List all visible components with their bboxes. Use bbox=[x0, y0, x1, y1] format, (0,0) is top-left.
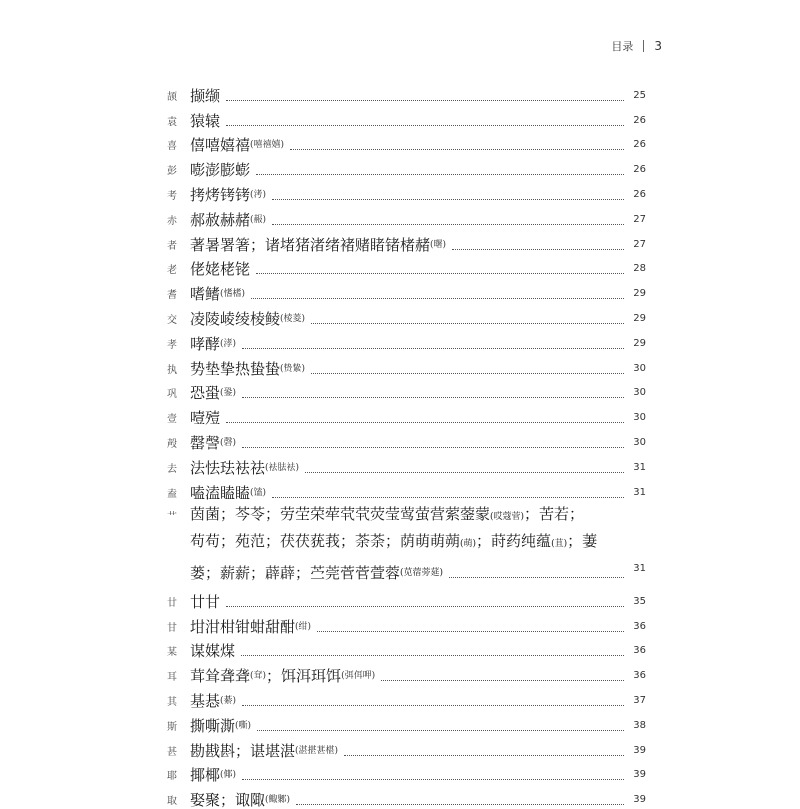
entry-note: (苴) bbox=[551, 539, 568, 550]
dot-leader bbox=[344, 754, 624, 756]
entry-note: (嘶) bbox=[235, 720, 252, 731]
entry-line bbox=[190, 717, 646, 735]
radical-key: 取 bbox=[167, 796, 177, 808]
entry-note: (棱菱) bbox=[280, 313, 306, 324]
section-title: 目录 bbox=[611, 40, 634, 53]
dot-leader bbox=[242, 704, 624, 706]
entry-note: (耷) bbox=[250, 671, 267, 682]
entry-page: 36 bbox=[633, 670, 646, 682]
radical-key: 艹 bbox=[167, 511, 177, 523]
dot-leader bbox=[311, 322, 624, 324]
entry-title: 哮酵 bbox=[190, 334, 221, 353]
entry-title: 娶聚；诹陬 bbox=[190, 791, 266, 809]
entry-line bbox=[190, 360, 646, 378]
toc-entry[interactable] bbox=[160, 154, 646, 179]
dot-leader bbox=[256, 272, 624, 274]
entry-line bbox=[190, 236, 646, 254]
radical-key: 耶 bbox=[167, 771, 177, 783]
dot-leader bbox=[449, 576, 624, 578]
entry-title: 茵菌；芩苓；劳茔荣荦茕茕荧莹莺萤营萦蓥蒙 bbox=[190, 504, 491, 523]
entry-note: (洘) bbox=[250, 189, 267, 200]
dot-leader bbox=[311, 372, 624, 374]
toc-entry[interactable] bbox=[160, 586, 646, 611]
radical-key: 壹 bbox=[167, 414, 177, 426]
entry-title: 茸耸聋聋 bbox=[190, 667, 251, 686]
dot-leader bbox=[226, 124, 624, 126]
radical-key: 耳 bbox=[167, 672, 177, 684]
toc-entry[interactable] bbox=[160, 452, 646, 477]
dot-leader bbox=[272, 223, 624, 225]
entry-note: (嘻禧嬉) bbox=[250, 140, 285, 151]
entry-line bbox=[190, 667, 646, 685]
radical-key: 袁 bbox=[167, 116, 177, 128]
toc-entry[interactable] bbox=[160, 229, 646, 254]
entry-line bbox=[190, 186, 646, 204]
entry-title: 恐蛩 bbox=[190, 384, 221, 403]
toc-entry[interactable] bbox=[160, 204, 646, 229]
entry-title: 拷烤铐铐 bbox=[190, 185, 251, 204]
dot-leader bbox=[242, 347, 624, 349]
dot-leader bbox=[251, 297, 624, 299]
entry-line bbox=[190, 502, 646, 530]
entry-title: ；苦若； bbox=[524, 504, 585, 523]
entry-note: (涍) bbox=[220, 338, 237, 349]
entry-line bbox=[190, 136, 646, 154]
entry-line bbox=[190, 529, 646, 557]
entry-title: 揶椰 bbox=[190, 766, 221, 785]
radical-key: 彭 bbox=[167, 166, 177, 178]
radical-key: 孝 bbox=[167, 339, 177, 351]
radical-key: 喜 bbox=[167, 141, 177, 153]
entry-page: 30 bbox=[633, 412, 646, 424]
entry-title: ；饵洱珥饵 bbox=[266, 667, 342, 686]
entry-title: 嗑溘瞌瞌 bbox=[190, 483, 251, 502]
toc-entry[interactable] bbox=[160, 660, 646, 685]
toc-entry[interactable] bbox=[160, 130, 646, 155]
dot-leader bbox=[452, 248, 624, 250]
dot-leader bbox=[305, 471, 624, 473]
radical-key: 交 bbox=[167, 314, 177, 326]
radical-key: 者 bbox=[167, 240, 177, 252]
toc-entry[interactable] bbox=[160, 710, 646, 735]
radical-key: 执 bbox=[167, 364, 177, 376]
entry-note: (綦) bbox=[220, 695, 237, 706]
entry-note: (愭榰) bbox=[220, 289, 246, 300]
radical-key: 甚 bbox=[167, 746, 177, 758]
dot-leader bbox=[226, 99, 624, 101]
entry-page: 36 bbox=[633, 620, 646, 632]
entry-note: (曙) bbox=[430, 239, 447, 250]
entry-line bbox=[190, 692, 646, 710]
entry-line bbox=[190, 766, 646, 784]
entry-page: 28 bbox=[633, 263, 646, 275]
entry-page: 36 bbox=[633, 645, 646, 657]
toc-entry[interactable] bbox=[160, 735, 646, 760]
toc-entry-multiline[interactable] bbox=[160, 502, 646, 586]
radical-key: 某 bbox=[167, 647, 177, 659]
entry-line bbox=[190, 310, 646, 328]
radical-key: 耆 bbox=[167, 290, 177, 302]
entry-note: (倻) bbox=[220, 770, 237, 781]
entry-line bbox=[190, 384, 646, 402]
dot-leader bbox=[257, 729, 624, 731]
entry-page: 26 bbox=[633, 114, 646, 126]
entry-page: 26 bbox=[633, 188, 646, 200]
dot-leader bbox=[381, 679, 624, 681]
toc-entry[interactable] bbox=[160, 685, 646, 710]
entry-line bbox=[190, 459, 646, 477]
entry-page: 30 bbox=[633, 387, 646, 399]
radical-key: 颉 bbox=[167, 91, 177, 103]
entry-note: (贽絷) bbox=[280, 363, 306, 374]
entry-title: 撷缬 bbox=[190, 86, 221, 105]
dot-leader bbox=[226, 421, 624, 423]
entry-title: 苟苟；苑范；茯茯莸莪；荼荼；荫萌萌蒴 bbox=[190, 532, 461, 551]
radical-key: 其 bbox=[167, 696, 177, 708]
entry-page: 26 bbox=[633, 164, 646, 176]
entry-line bbox=[190, 642, 646, 660]
radical-key: 老 bbox=[167, 265, 177, 277]
entry-title: 廿甘 bbox=[190, 592, 221, 611]
toc-entry[interactable] bbox=[160, 353, 646, 378]
entry-note: (湛揕葚椹) bbox=[295, 745, 339, 756]
entry-line bbox=[190, 618, 646, 636]
entry-title: 凌陵崚绫棱鲮 bbox=[190, 309, 281, 328]
entry-title: 猿辕 bbox=[190, 111, 221, 130]
radical-key: 斯 bbox=[167, 721, 177, 733]
entry-page: 29 bbox=[633, 288, 646, 300]
entry-title: 谋媒煤 bbox=[190, 642, 236, 661]
toc-entry[interactable] bbox=[160, 402, 646, 427]
entry-note: (萌) bbox=[460, 539, 477, 550]
entry-title: 嗜鳍 bbox=[190, 285, 221, 304]
entry-line bbox=[190, 260, 646, 278]
entry-page: 25 bbox=[633, 89, 646, 101]
entry-title: 势垫挚热蛰蛰 bbox=[190, 359, 281, 378]
dot-leader bbox=[290, 148, 624, 150]
dot-leader bbox=[256, 173, 624, 175]
entry-title: 僖嘻嬉禧 bbox=[190, 136, 251, 155]
entry-page: 39 bbox=[633, 769, 646, 781]
entry-page: 37 bbox=[633, 694, 646, 706]
entry-title: 勘戡斟；谌堪湛 bbox=[190, 741, 296, 760]
entry-page: 27 bbox=[633, 213, 646, 225]
entry-page: 35 bbox=[633, 595, 646, 607]
toc-entry[interactable] bbox=[160, 378, 646, 403]
radical-key: 盍 bbox=[167, 488, 177, 500]
entry-line bbox=[190, 112, 646, 130]
toc-entry[interactable] bbox=[160, 477, 646, 502]
entry-note: (绀) bbox=[295, 621, 312, 632]
entry-title: 郝赦赫赭 bbox=[190, 210, 251, 229]
toc-entry[interactable] bbox=[160, 179, 646, 204]
radical-key: 去 bbox=[167, 463, 177, 475]
dot-leader bbox=[272, 496, 624, 498]
page-number: 3 bbox=[654, 39, 662, 53]
toc-entry[interactable] bbox=[160, 636, 646, 661]
entry-page: 39 bbox=[633, 794, 646, 806]
entry-lines bbox=[190, 502, 646, 586]
entry-page: 27 bbox=[633, 238, 646, 250]
entry-title: 撕嘶澌 bbox=[190, 716, 236, 735]
entry-note: (鲰鄹) bbox=[265, 795, 291, 806]
entry-line bbox=[190, 742, 646, 760]
entry-title: 基惎 bbox=[190, 691, 221, 710]
entry-note: (苋蓿蒡莚) bbox=[400, 568, 444, 579]
radical-key: 廿 bbox=[167, 597, 177, 609]
toc-entry[interactable] bbox=[160, 105, 646, 130]
dot-leader bbox=[317, 630, 624, 632]
entry-line bbox=[190, 593, 646, 611]
entry-title: 噎殪 bbox=[190, 409, 221, 428]
entry-line bbox=[190, 335, 646, 353]
entry-title: 嘭澎膨蟛 bbox=[190, 161, 251, 180]
entry-line bbox=[190, 434, 646, 452]
radical-key: 赤 bbox=[167, 215, 177, 227]
toc-entry[interactable] bbox=[160, 278, 646, 303]
entry-line bbox=[190, 557, 646, 586]
toc-entry[interactable] bbox=[160, 611, 646, 636]
entry-page: 38 bbox=[633, 719, 646, 731]
toc-entry[interactable] bbox=[160, 328, 646, 353]
toc-entry[interactable] bbox=[160, 784, 646, 809]
entry-title: ；莳药纯蕴 bbox=[476, 532, 552, 551]
entry-page: 29 bbox=[633, 337, 646, 349]
dot-leader bbox=[241, 654, 624, 656]
entry-title: 罄謦 bbox=[190, 433, 221, 452]
dot-leader bbox=[242, 396, 624, 398]
dot-leader bbox=[296, 803, 624, 805]
entry-line bbox=[190, 791, 646, 809]
radical-key: 巩 bbox=[167, 389, 177, 401]
entry-title: 佬姥栳铑 bbox=[190, 260, 251, 279]
entry-line bbox=[190, 285, 646, 303]
toc-entry[interactable] bbox=[160, 427, 646, 452]
entry-line bbox=[190, 211, 646, 229]
table-of-contents bbox=[160, 80, 646, 809]
entry-line bbox=[190, 161, 646, 179]
entry-title: ；萋 bbox=[567, 532, 598, 551]
entry-line bbox=[190, 484, 646, 502]
entry-line bbox=[190, 409, 646, 427]
entry-title: 法怯珐袪祛 bbox=[190, 458, 266, 477]
entry-title: 著暑署箸；诸堵猪渚绪褚赌睹锗楮赭 bbox=[190, 235, 431, 254]
header-divider bbox=[643, 40, 644, 52]
toc-entry[interactable] bbox=[160, 303, 646, 328]
dot-leader bbox=[226, 605, 624, 607]
page-header bbox=[611, 38, 662, 54]
entry-title: 蒌；薪薪；薜薜；苎莞菅菅萱蓉 bbox=[190, 564, 401, 583]
toc-entry[interactable] bbox=[160, 254, 646, 279]
entry-page: 31 bbox=[633, 461, 646, 473]
entry-note: (磬) bbox=[220, 437, 237, 448]
entry-page: 31 bbox=[633, 563, 646, 575]
entry-page: 31 bbox=[633, 486, 646, 498]
entry-page: 39 bbox=[633, 744, 646, 756]
entry-note: (弭佴呷) bbox=[341, 671, 376, 682]
dot-leader bbox=[272, 198, 624, 200]
entry-note: (哎蔻菅) bbox=[490, 511, 525, 522]
entry-page: 29 bbox=[633, 312, 646, 324]
entry-note: (馌) bbox=[250, 487, 267, 498]
radical-key: 甘 bbox=[167, 622, 177, 634]
entry-note: (銎) bbox=[220, 388, 237, 399]
dot-leader bbox=[242, 778, 624, 780]
dot-leader bbox=[242, 446, 624, 448]
entry-page: 26 bbox=[633, 139, 646, 151]
entry-page: 30 bbox=[633, 436, 646, 448]
radical-key: 考 bbox=[167, 190, 177, 202]
entry-note: (袪胠袪) bbox=[265, 462, 300, 473]
entry-page: 30 bbox=[633, 362, 646, 374]
entry-note: (赧) bbox=[250, 214, 267, 225]
entry-line bbox=[190, 87, 646, 105]
toc-entry[interactable] bbox=[160, 80, 646, 105]
toc-entry[interactable] bbox=[160, 760, 646, 785]
entry-title: 坩泔柑钳蚶甜酣 bbox=[190, 617, 296, 636]
radical-key: 殸 bbox=[167, 438, 177, 450]
